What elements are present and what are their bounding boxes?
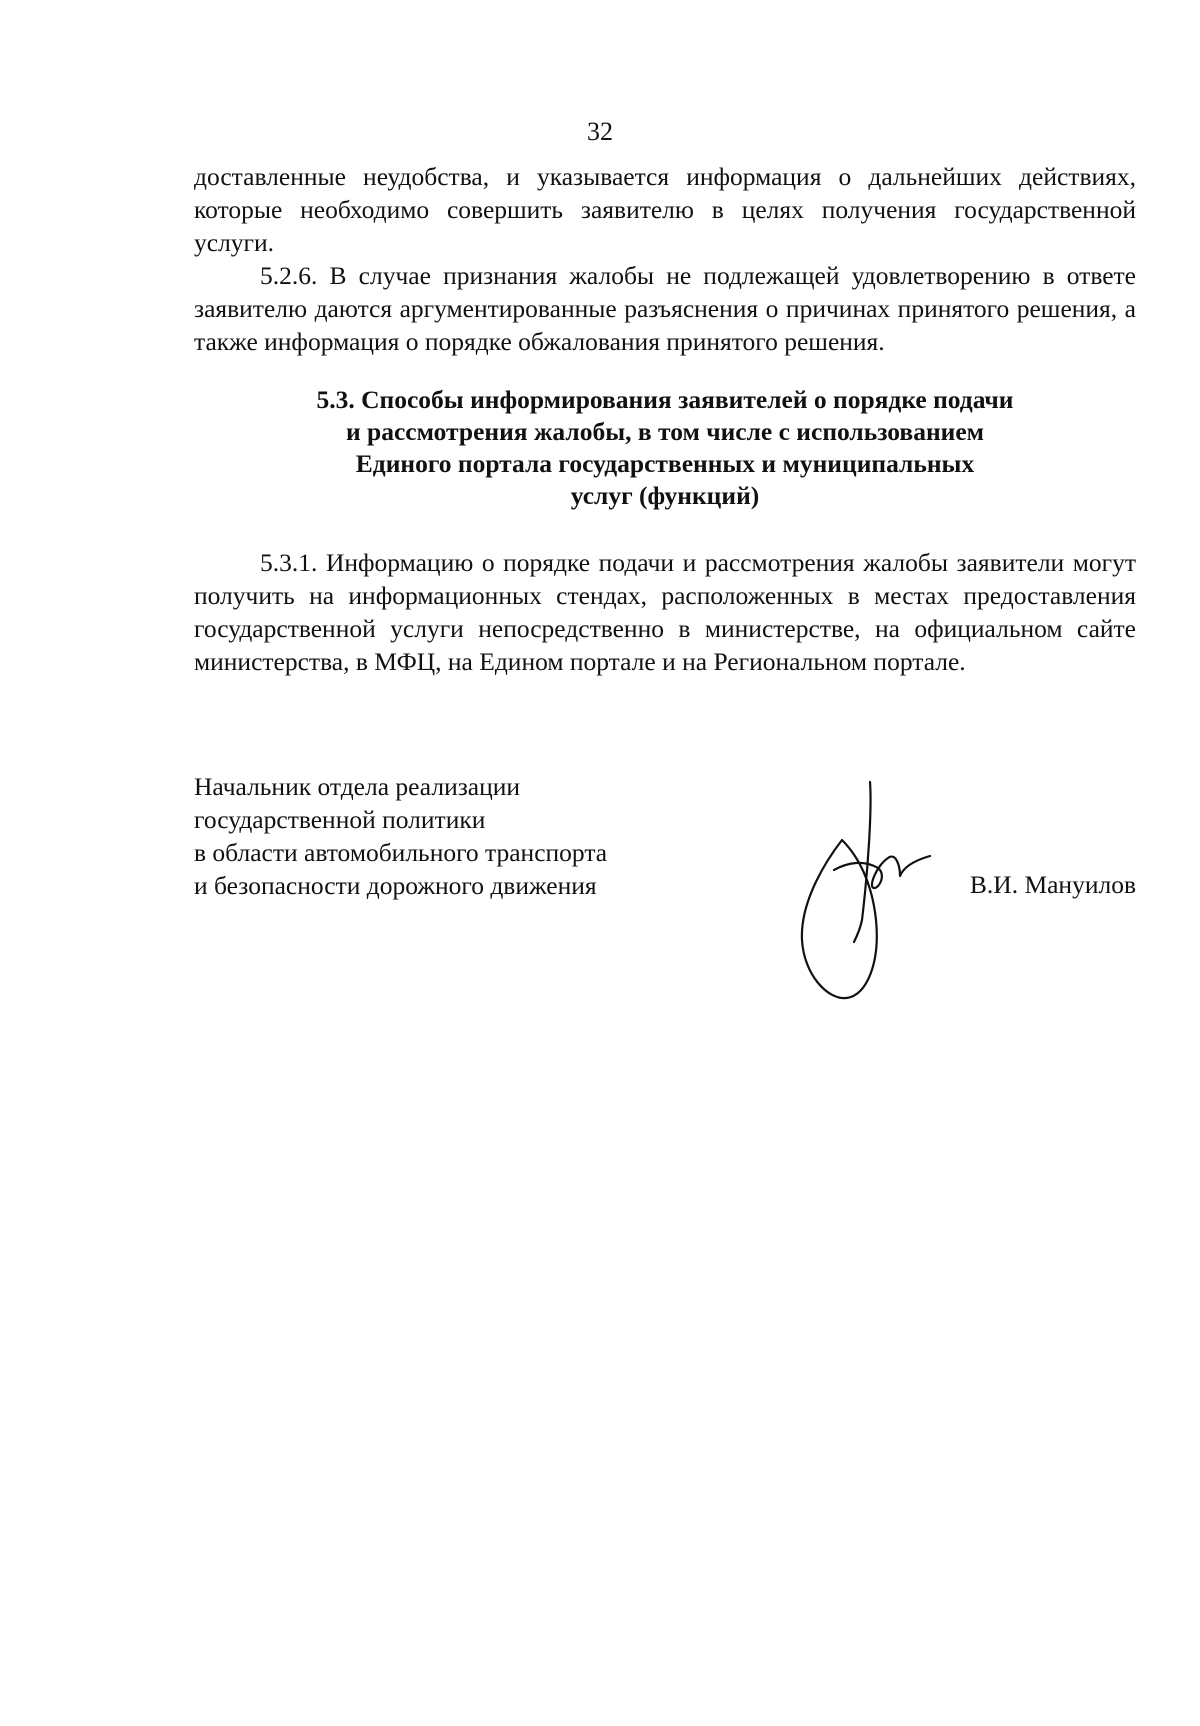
- signatory-title-line: государственной политики: [194, 805, 486, 834]
- page-number: 32: [587, 117, 613, 146]
- paragraph-5-2-6: 5.2.6. В случае признания жалобы не подлежащей удовлетворению в ответе заявителю даются аргументированные разъяснения о причинах принятого решения, а также информация о порядке обжалования принятого решения.: [194, 261, 1136, 356]
- signatory-title: [194, 770, 714, 902]
- heading-line: услуг (функций): [570, 481, 760, 510]
- signatory-title-line: и безопасности дорожного движения: [194, 871, 597, 900]
- paragraph-continuation: доставленные неудобства, и указывается информация о дальнейших действиях, которые необходимо совершить заявителю в целях получения государственной услуги.: [194, 162, 1136, 257]
- heading-line: и рассмотрения жалобы, в том числе с использованием: [345, 417, 985, 446]
- signatory-name: В.И. Мануилов: [969, 870, 1136, 899]
- section-heading-5-3: [194, 384, 1136, 512]
- signatory-title-line: в области автомобильного транспорта: [194, 838, 608, 867]
- heading-line: Единого портала государственных и муниципальных: [355, 449, 975, 478]
- paragraph-5-3-1: 5.3.1. Информацию о порядке подачи и рассмотрения жалобы заявители могут получить на информационных стендах, расположенных в местах предоставления государственной услуги непосредственно в министерстве, на официальном сайте министерства, в МФЦ, на Едином портале и на Региональном портале.: [194, 548, 1136, 676]
- signatory-title-line: Начальник отдела реализации: [194, 772, 521, 801]
- text-block-middle: [194, 546, 1136, 678]
- text-block-top: [194, 160, 1136, 358]
- heading-line: 5.3. Способы информирования заявителей о порядке подачи: [316, 385, 1014, 414]
